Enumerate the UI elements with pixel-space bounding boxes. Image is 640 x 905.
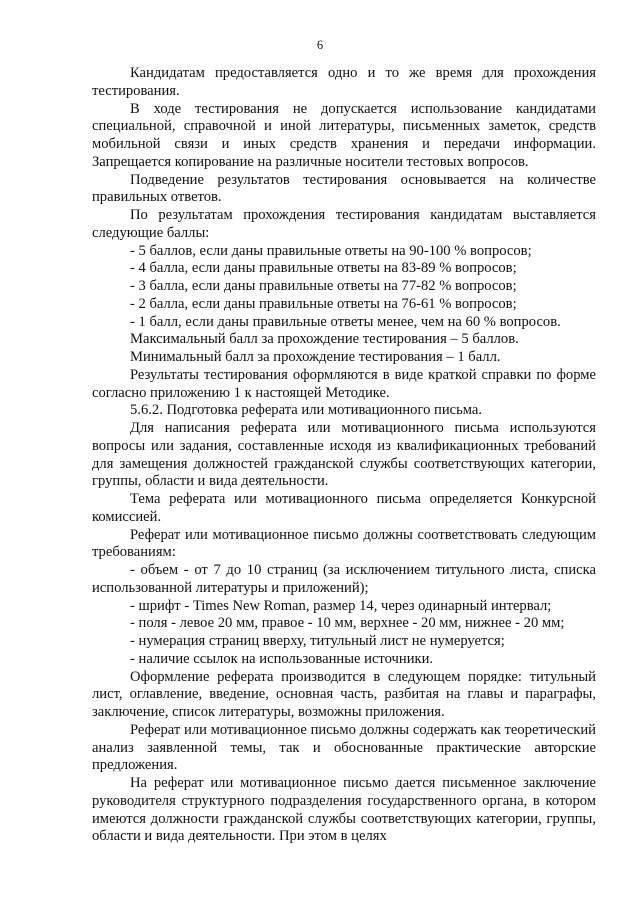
paragraph-max-score: Максимальный балл за прохождение тестирования – 5 баллов. bbox=[130, 331, 519, 348]
paragraph-conclusion: На реферат или мотивационное письмо дается письменное заключение руководителя структурного подразделения государственного органа, в котором имеются должности гражданской службы соответствующих категории, группы, области и вида деятельности. При этом в целях bbox=[92, 775, 596, 845]
requirements-list bbox=[92, 562, 596, 669]
paragraph-equal-time: Кандидатам предоставляется одно и то же время для прохождения тестирования. bbox=[92, 65, 596, 99]
paragraph-content: Реферат или мотивационное письмо должны содержать как теоретический анализ заявленной темы, так и обоснованные практические авторские предложения. bbox=[92, 721, 596, 774]
paragraph-requirements-intro: Реферат или мотивационное письмо должны соответствовать следующим требованиям: bbox=[92, 526, 596, 561]
score-list bbox=[92, 243, 596, 332]
section-heading: 5.6.2. Подготовка реферата или мотивационного письма. bbox=[130, 402, 483, 419]
requirement-item: - нумерация страниц вверху, титульный лист не нумеруется; bbox=[130, 633, 505, 649]
requirement-item: - наличие ссылок на использованные источники. bbox=[130, 650, 434, 667]
score-list-item: - 1 балл, если даны правильные ответы менее, чем на 60 % вопросов. bbox=[130, 313, 561, 330]
score-list-item: - 4 балла, если даны правильные ответы на 83-89 % вопросов; bbox=[130, 260, 517, 277]
paragraph-prohibited-materials: В ходе тестирования не допускается использование кандидатами специальной, справочной и иной литературы, письменных заметок, средств мобильной связи и иных средств хранения и передачи информации. Запрещается копирование на различные носители тестовых вопросов. bbox=[92, 100, 596, 170]
requirement-item: - объем - от 7 до 10 страниц (за исключением титульного листа, списка использованной литературы и приложений); bbox=[92, 562, 596, 596]
score-list-item: - 3 балла, если даны правильные ответы на 77-82 % вопросов; bbox=[130, 278, 517, 294]
requirement-item: - шрифт - Times New Roman, размер 14, через одинарный интервал; bbox=[130, 597, 552, 614]
score-list-item: - 5 баллов, если даны правильные ответы на 90-100 % вопросов; bbox=[130, 242, 532, 259]
paragraph-min-score: Минимальный балл за прохождение тестирования – 1 балл. bbox=[130, 349, 501, 365]
paragraph-results-report: Результаты тестирования оформляются в виде краткой справки по форме согласно приложению 1 к настоящей Методике. bbox=[92, 366, 596, 401]
requirement-item: - поля - левое 20 мм, правое - 10 мм, верхнее - 20 мм, нижнее - 20 мм; bbox=[130, 615, 565, 632]
document-body bbox=[92, 65, 596, 846]
score-list-item: - 2 балла, если даны правильные ответы на 76-61 % вопросов; bbox=[130, 295, 517, 312]
paragraph-questions-source: Для написания реферата или мотивационного письма используются вопросы или задания, составленные исходя из квалификационных требований для замещения должностей гражданской службы соответствующих категории, группы, области и вида деятельности. bbox=[92, 420, 596, 490]
paragraph-scores-intro: По результатам прохождения тестирования кандидатам выставляется следующие баллы: bbox=[92, 207, 596, 241]
paragraph-results-basis: Подведение результатов тестирования основывается на количестве правильных ответов. bbox=[92, 171, 596, 206]
paragraph-topic: Тема реферата или мотивационного письма определяется Конкурсной комиссией. bbox=[92, 491, 596, 525]
paragraph-structure: Оформление реферата производится в следующем порядке: титульный лист, оглавление, введение, основная часть, разбитая на главы и параграфы, заключение, список литературы, возможны приложения. bbox=[92, 668, 596, 720]
page-number: 6 bbox=[316, 38, 324, 52]
